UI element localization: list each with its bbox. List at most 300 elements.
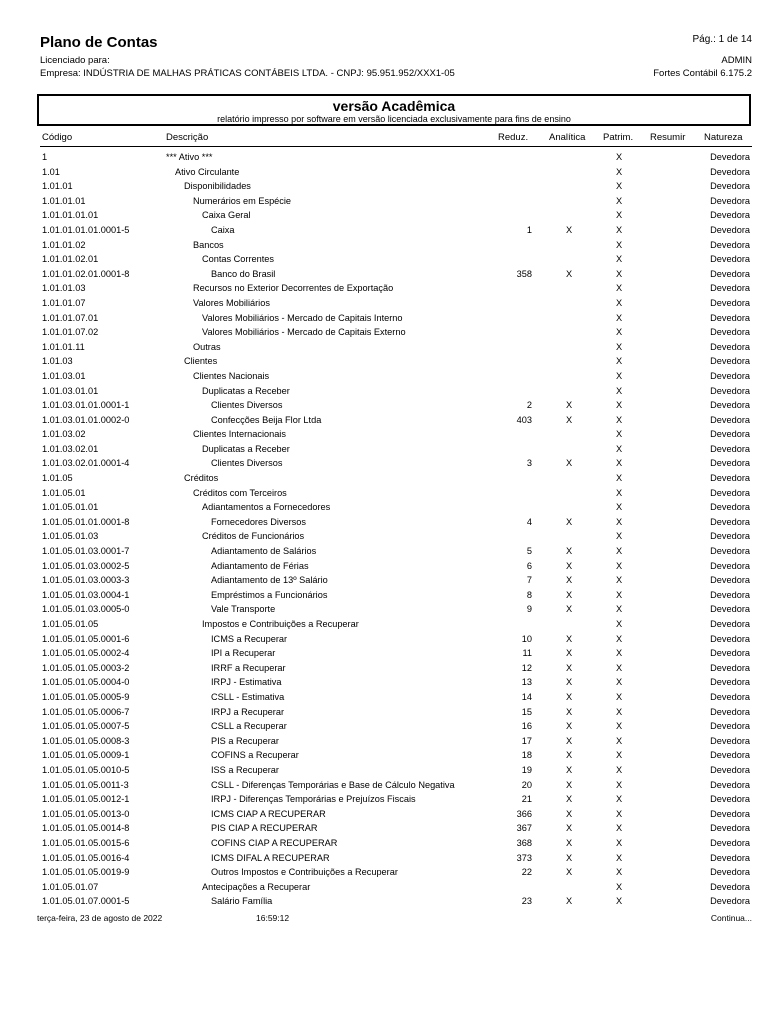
account-description: Clientes — [184, 356, 218, 367]
reduced-code: 3 — [526, 458, 532, 469]
nature: Devedora — [710, 531, 750, 542]
reduced-code: 23 — [521, 896, 532, 907]
account-code: 1.01.05.01.03.0002-5 — [42, 560, 130, 571]
account-code: 1.01.05.01.05.0016-4 — [42, 852, 130, 863]
account-code: 1.01.01.03 — [42, 283, 86, 294]
reduced-code: 403 — [516, 414, 532, 425]
account-description: ICMS a Recuperar — [211, 633, 288, 644]
account-description: Clientes Nacionais — [193, 370, 270, 381]
patrimonial-mark: X — [616, 604, 623, 615]
account-code: 1.01.05.01.03 — [42, 531, 99, 542]
table-row — [40, 486, 752, 501]
nature: Devedora — [710, 837, 750, 848]
nature: Devedora — [710, 414, 750, 425]
analitica-mark: X — [566, 823, 573, 834]
account-code: 1.01.01.02.01 — [42, 254, 99, 265]
nature: Devedora — [710, 648, 750, 659]
nature: Devedora — [710, 297, 750, 308]
patrimonial-mark: X — [616, 210, 623, 221]
table-row — [40, 267, 752, 282]
table-row — [40, 238, 752, 253]
account-code: 1.01.01.11 — [42, 341, 85, 352]
col-resumir: Resumir — [650, 132, 686, 143]
account-code: 1.01.05.01.03.0003-3 — [42, 575, 130, 586]
account-code: 1.01.05.01.05.0003-2 — [42, 662, 130, 673]
patrimonial-mark: X — [616, 794, 623, 805]
reduced-code: 1 — [526, 224, 532, 235]
table-row — [40, 194, 752, 209]
analitica-mark: X — [566, 750, 573, 761]
account-code: 1.01.05.01.05 — [42, 619, 99, 629]
account-description: Adiantamentos a Fornecedores — [202, 502, 331, 513]
account-description: ISS a Recuperar — [211, 764, 279, 775]
table-row — [40, 894, 752, 909]
analitica-mark: X — [566, 604, 573, 615]
nature: Devedora — [710, 429, 750, 440]
table-row — [40, 208, 752, 223]
patrimonial-mark: X — [616, 881, 623, 892]
nature: Devedora — [710, 808, 750, 819]
account-description: IRPJ a Recuperar — [211, 706, 285, 717]
table-row — [40, 763, 752, 778]
account-code: 1.01.05.01.03.0001-7 — [42, 546, 130, 557]
analitica-mark: X — [566, 546, 573, 557]
analitica-mark: X — [566, 400, 573, 411]
account-code: 1.01.05.01.07.0001-5 — [42, 896, 130, 907]
patrimonial-mark: X — [616, 808, 623, 819]
patrimonial-mark: X — [616, 195, 623, 206]
reduced-code: 7 — [526, 575, 532, 586]
nature: Devedora — [710, 254, 750, 265]
patrimonial-mark: X — [616, 443, 623, 454]
table-row — [40, 836, 752, 851]
account-code: 1 — [42, 152, 48, 162]
patrimonial-mark: X — [616, 370, 623, 381]
reduced-code: 14 — [521, 691, 532, 702]
nature: Devedora — [710, 794, 750, 805]
account-description: Disponibilidades — [184, 181, 251, 192]
patrimonial-mark: X — [616, 735, 623, 746]
account-description: Outros Impostos e Contribuições a Recuperar — [211, 867, 398, 878]
account-description: Adiantamento de Férias — [211, 560, 309, 571]
table-row — [40, 340, 752, 355]
table-row — [40, 690, 752, 705]
nature: Devedora — [710, 823, 750, 834]
account-code: 1.01.05.01.05.0015-6 — [42, 837, 130, 848]
analitica-mark: X — [566, 575, 573, 586]
account-description: Clientes Diversos — [211, 458, 283, 469]
account-description: CSLL a Recuperar — [211, 721, 287, 732]
table-row — [40, 179, 752, 194]
account-code: 1.01.01.07.02 — [42, 327, 99, 338]
table-row — [40, 602, 752, 617]
patrimonial-mark: X — [616, 779, 623, 790]
account-description: Valores Mobiliários - Mercado de Capitais Interno — [202, 312, 403, 323]
patrimonial-mark: X — [616, 677, 623, 688]
table-row — [40, 661, 752, 676]
account-description: ICMS CIAP A RECUPERAR — [211, 808, 326, 819]
analitica-mark: X — [566, 896, 573, 907]
table-row — [40, 617, 752, 632]
nature: Devedora — [710, 750, 750, 761]
account-description: IRRF a Recuperar — [211, 662, 286, 673]
patrimonial-mark: X — [616, 327, 623, 338]
account-code: 1.01.05.01.07 — [42, 881, 99, 892]
nature: Devedora — [710, 779, 750, 790]
table-row — [40, 646, 752, 661]
patrimonial-mark: X — [616, 166, 623, 177]
reduced-code: 21 — [521, 794, 532, 805]
footer-date: terça-feira, 23 de agosto de 2022 — [37, 913, 163, 923]
account-description: Ativo Circulante — [175, 166, 240, 177]
table-row — [40, 515, 752, 530]
patrimonial-mark: X — [616, 458, 623, 469]
account-description: Vale Transporte — [211, 604, 276, 615]
account-code: 1.01.01.02 — [42, 239, 86, 250]
nature: Devedora — [710, 195, 750, 206]
patrimonial-mark: X — [616, 429, 623, 440]
table-row — [40, 150, 752, 165]
nature: Devedora — [710, 181, 750, 192]
account-description: Numerários em Espécie — [193, 195, 292, 206]
table-row — [40, 384, 752, 399]
reduced-code: 2 — [526, 400, 532, 411]
table-row — [40, 865, 752, 880]
analitica-mark: X — [566, 852, 573, 863]
reduced-code: 18 — [521, 750, 532, 761]
table-row — [40, 398, 752, 413]
col-reduz: Reduz. — [498, 132, 529, 143]
nature: Devedora — [710, 764, 750, 775]
nature: Devedora — [710, 546, 750, 557]
table-row — [40, 544, 752, 559]
reduced-code: 13 — [521, 677, 532, 688]
account-description: Salário Família — [211, 896, 273, 907]
table-row — [40, 354, 752, 369]
analitica-mark: X — [566, 224, 573, 235]
table-row — [40, 165, 752, 180]
nature: Devedora — [710, 604, 750, 615]
table-row — [40, 573, 752, 588]
account-description: Antecipações a Recuperar — [202, 881, 311, 892]
reduced-code: 20 — [521, 779, 532, 790]
nature: Devedora — [710, 502, 750, 513]
table-row — [40, 734, 752, 749]
nature: Devedora — [710, 370, 750, 381]
table-row — [40, 529, 752, 544]
table-row — [40, 675, 752, 690]
patrimonial-mark: X — [616, 297, 623, 308]
account-code: 1.01.05.01.05.0006-7 — [42, 706, 130, 717]
account-description: Duplicatas a Receber — [202, 385, 290, 396]
licensed-label: Licenciado para: — [40, 55, 110, 66]
patrimonial-mark: X — [616, 575, 623, 586]
patrimonial-mark: X — [616, 896, 623, 907]
nature: Devedora — [710, 881, 750, 892]
account-description: Recursos no Exterior Decorrentes de Exportação — [193, 283, 394, 294]
account-code: 1.01.03 — [42, 356, 73, 367]
company-info: Empresa: INDÚSTRIA DE MALHAS PRÁTICAS CONTÁBEIS LTDA. - CNPJ: 95.951.952/XXX1-05 — [40, 68, 455, 79]
nature: Devedora — [710, 589, 750, 600]
reduced-code: 19 — [521, 764, 532, 775]
analitica-mark: X — [566, 560, 573, 571]
account-code: 1.01.03.02.01 — [42, 443, 99, 454]
account-description: Bancos — [193, 239, 224, 250]
nature: Devedora — [710, 152, 750, 162]
analitica-mark: X — [566, 458, 573, 469]
academic-banner — [37, 94, 751, 126]
account-code: 1.01.01.01.01 — [42, 210, 99, 221]
patrimonial-mark: X — [616, 283, 623, 294]
patrimonial-mark: X — [616, 589, 623, 600]
patrimonial-mark: X — [616, 473, 623, 484]
analitica-mark: X — [566, 677, 573, 688]
account-code: 1.01.01.01.01.0001-5 — [42, 224, 130, 235]
account-description: Clientes Diversos — [211, 400, 283, 411]
patrimonial-mark: X — [616, 181, 623, 192]
col-code: Código — [42, 132, 73, 143]
footer-time: 16:59:12 — [256, 913, 290, 923]
table-row — [40, 778, 752, 793]
patrimonial-mark: X — [616, 706, 623, 717]
account-code: 1.01.03.01.01.0002-0 — [42, 414, 130, 425]
reduced-code: 368 — [516, 837, 532, 848]
account-code: 1.01.05.01.05.0012-1 — [42, 794, 130, 805]
table-row — [40, 821, 752, 836]
reduced-code: 358 — [516, 268, 532, 279]
account-code: 1.01.05.01.03.0005-0 — [42, 604, 130, 615]
reduced-code: 16 — [521, 721, 532, 732]
patrimonial-mark: X — [616, 254, 623, 265]
account-description: Valores Mobiliários - Mercado de Capitais Externo — [202, 327, 406, 338]
analitica-mark: X — [566, 268, 573, 279]
analitica-mark: X — [566, 589, 573, 600]
account-description: Contas Correntes — [202, 254, 275, 265]
analitica-mark: X — [566, 706, 573, 717]
account-code: 1.01.05.01.05.0004-0 — [42, 677, 130, 688]
account-code: 1.01.05 — [42, 473, 73, 484]
account-code: 1.01.05.01.05.0002-4 — [42, 648, 130, 659]
nature: Devedora — [710, 735, 750, 746]
patrimonial-mark: X — [616, 560, 623, 571]
nature: Devedora — [710, 691, 750, 702]
account-code: 1.01.05.01.01 — [42, 502, 99, 513]
patrimonial-mark: X — [616, 400, 623, 411]
patrimonial-mark: X — [616, 546, 623, 557]
account-code: 1.01.05.01.05.0010-5 — [42, 764, 130, 775]
nature: Devedora — [710, 443, 750, 454]
nature: Devedora — [710, 385, 750, 396]
patrimonial-mark: X — [616, 867, 623, 878]
nature: Devedora — [710, 283, 750, 294]
nature: Devedora — [710, 896, 750, 907]
account-code: 1.01.05.01.05.0019-9 — [42, 867, 130, 878]
account-code: 1.01.05.01 — [42, 487, 86, 498]
accounts-table — [40, 150, 752, 909]
nature: Devedora — [710, 867, 750, 878]
nature: Devedora — [710, 662, 750, 673]
page-counter: Pág.: 1 de 14 — [692, 34, 752, 45]
reduced-code: 8 — [526, 589, 532, 600]
account-code: 1.01.05.01.05.0013-0 — [42, 808, 130, 819]
account-code: 1.01.05.01.05.0005-9 — [42, 691, 130, 702]
account-description: PIS a Recuperar — [211, 735, 279, 746]
banner-title: versão Acadêmica — [332, 98, 456, 114]
table-row — [40, 851, 752, 866]
account-description: Caixa Geral — [202, 210, 251, 221]
table-row — [40, 632, 752, 647]
patrimonial-mark: X — [616, 764, 623, 775]
account-description: CSLL - Estimativa — [211, 691, 285, 702]
patrimonial-mark: X — [616, 531, 623, 542]
nature: Devedora — [710, 341, 750, 352]
nature: Devedora — [710, 706, 750, 717]
nature: Devedora — [710, 473, 750, 484]
account-code: 1.01.01.02.01.0001-8 — [42, 268, 130, 279]
account-description: PIS CIAP A RECUPERAR — [211, 823, 318, 834]
patrimonial-mark: X — [616, 312, 623, 323]
nature: Devedora — [710, 400, 750, 411]
analitica-mark: X — [566, 735, 573, 746]
reduced-code: 10 — [521, 633, 532, 644]
patrimonial-mark: X — [616, 239, 623, 250]
table-row — [40, 413, 752, 428]
table-row — [40, 880, 752, 895]
nature: Devedora — [710, 575, 750, 586]
nature: Devedora — [710, 356, 750, 367]
analitica-mark: X — [566, 648, 573, 659]
reduced-code: 4 — [526, 516, 532, 527]
nature: Devedora — [710, 458, 750, 469]
reduced-code: 15 — [521, 706, 532, 717]
table-row — [40, 369, 752, 384]
analitica-mark: X — [566, 837, 573, 848]
table-row — [40, 748, 752, 763]
patrimonial-mark: X — [616, 341, 623, 352]
software-version: Fortes Contábil 6.175.2 — [653, 68, 752, 79]
patrimonial-mark: X — [616, 648, 623, 659]
patrimonial-mark: X — [616, 662, 623, 673]
account-description: Créditos com Terceiros — [193, 487, 287, 498]
account-code: 1.01.03.01.01.0001-1 — [42, 400, 130, 411]
patrimonial-mark: X — [616, 691, 623, 702]
account-description: Confecções Beija Flor Ltda — [211, 414, 322, 425]
analitica-mark: X — [566, 779, 573, 790]
footer-continues: Continua... — [710, 913, 752, 923]
reduced-code: 12 — [521, 662, 532, 673]
nature: Devedora — [710, 327, 750, 338]
patrimonial-mark: X — [616, 516, 623, 527]
account-description: IRPJ - Estimativa — [211, 677, 282, 688]
account-description: *** Ativo *** — [166, 152, 213, 162]
column-headers — [40, 132, 752, 147]
analitica-mark: X — [566, 516, 573, 527]
account-description: Adiantamento de Salários — [211, 546, 317, 557]
table-row — [40, 456, 752, 471]
account-code: 1.01.05.01.05.0007-5 — [42, 721, 130, 732]
table-row — [40, 281, 752, 296]
patrimonial-mark: X — [616, 356, 623, 367]
col-patrim: Patrim. — [603, 132, 634, 143]
nature: Devedora — [710, 619, 750, 629]
table-row — [40, 500, 752, 515]
analitica-mark: X — [566, 721, 573, 732]
patrimonial-mark: X — [616, 224, 623, 235]
patrimonial-mark: X — [616, 268, 623, 279]
account-description: Créditos — [184, 473, 219, 484]
patrimonial-mark: X — [616, 619, 623, 629]
nature: Devedora — [710, 166, 750, 177]
table-row — [40, 427, 752, 442]
table-row — [40, 807, 752, 822]
table-row — [40, 252, 752, 267]
account-code: 1.01.05.01.05.0008-3 — [42, 735, 130, 746]
account-description: Caixa — [211, 224, 235, 235]
nature: Devedora — [710, 268, 750, 279]
analitica-mark: X — [566, 808, 573, 819]
account-description: Valores Mobiliários — [193, 297, 270, 308]
account-description: Banco do Brasil — [211, 268, 276, 279]
analitica-mark: X — [566, 764, 573, 775]
account-description: Outras — [193, 341, 221, 352]
account-description: Clientes Internacionais — [193, 429, 286, 440]
nature: Devedora — [710, 633, 750, 644]
reduced-code: 17 — [521, 735, 532, 746]
nature: Devedora — [710, 560, 750, 571]
analitica-mark: X — [566, 662, 573, 673]
table-row — [40, 559, 752, 574]
patrimonial-mark: X — [616, 837, 623, 848]
table-row — [40, 311, 752, 326]
patrimonial-mark: X — [616, 487, 623, 498]
account-code: 1.01.03.02.01.0001-4 — [42, 458, 130, 469]
nature: Devedora — [710, 312, 750, 323]
account-code: 1.01.01.07 — [42, 297, 86, 308]
account-description: COFINS a Recuperar — [211, 750, 299, 761]
col-analitica: Analítica — [549, 132, 586, 143]
nature: Devedora — [710, 487, 750, 498]
reduced-code: 5 — [526, 546, 532, 557]
analitica-mark: X — [566, 414, 573, 425]
reduced-code: 6 — [526, 560, 532, 571]
patrimonial-mark: X — [616, 502, 623, 513]
account-description: IPI a Recuperar — [211, 648, 276, 659]
account-code: 1.01.05.01.05.0009-1 — [42, 750, 130, 761]
patrimonial-mark: X — [616, 721, 623, 732]
col-natureza: Natureza — [704, 132, 743, 143]
patrimonial-mark: X — [616, 852, 623, 863]
nature: Devedora — [710, 852, 750, 863]
account-description: COFINS CIAP A RECUPERAR — [211, 837, 338, 848]
nature: Devedora — [710, 210, 750, 221]
account-description: CSLL - Diferenças Temporárias e Base de Cálculo Negativa — [211, 779, 455, 790]
account-code: 1.01.05.01.03.0004-1 — [42, 589, 130, 600]
nature: Devedora — [710, 224, 750, 235]
table-row — [40, 705, 752, 720]
account-code: 1.01.03.02 — [42, 429, 86, 440]
nature: Devedora — [710, 721, 750, 732]
account-description: Empréstimos a Funcionários — [211, 589, 328, 600]
nature: Devedora — [710, 516, 750, 527]
account-code: 1.01.03.01 — [42, 370, 86, 381]
nature: Devedora — [710, 677, 750, 688]
account-code: 1.01.01.07.01 — [42, 312, 99, 323]
account-code: 1.01.01.01 — [42, 195, 86, 206]
account-code: 1.01.03.01.01 — [42, 385, 99, 396]
account-description: ICMS DIFAL A RECUPERAR — [211, 852, 330, 863]
account-description: Impostos e Contribuições a Recuperar — [202, 619, 359, 629]
nature: Devedora — [710, 239, 750, 250]
